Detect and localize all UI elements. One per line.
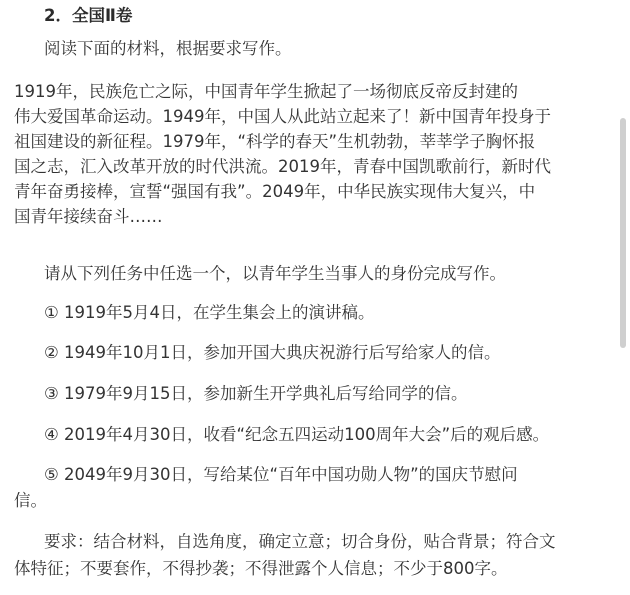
material-line: 国之志，汇入改革开放的时代洪流。2019年，青春中国凯歌前行，新时代 xyxy=(14,157,551,176)
requirements-line: 要求：结合材料，自选角度，确定立意；切合身份，贴合背景；符合文 xyxy=(44,532,556,551)
requirements-line: 体特征；不要套作，不得抄袭；不得泄露个人信息；不少于800字。 xyxy=(14,559,508,578)
task-option-5-continued: 信。 xyxy=(14,491,47,510)
material-line: 伟大爱国革命运动。1949年，中国人从此站立起来了！新中国青年投身于 xyxy=(14,107,551,126)
material-paragraph xyxy=(14,80,551,230)
intro-instruction: 阅读下面的材料，根据要求写作。 xyxy=(44,39,292,58)
task-option-4: ④ 2019年4月30日，收看“纪念五四运动100周年大会”后的观后感。 xyxy=(44,425,550,444)
task-option-2: ② 1949年10月1日，参加开国大典庆祝游行后写给家人的信。 xyxy=(44,343,501,362)
material-line: 青年奋勇接棒，宣誓“强国有我”。2049年，中华民族实现伟大复兴，中 xyxy=(14,182,536,201)
task-option-1: ① 1919年5月4日，在学生集会上的演讲稿。 xyxy=(44,303,375,322)
vertical-scrollbar[interactable] xyxy=(620,118,626,348)
material-line: 1919年，民族危亡之际，中国青年学生掀起了一场彻底反帝反封建的 xyxy=(14,82,518,101)
material-line: 国青年接续奋斗…… xyxy=(14,207,163,226)
task-option-5: ⑤ 2049年9月30日，写给某位“百年中国功勋人物”的国庆节慰问 xyxy=(44,465,518,484)
material-line: 祖国建设的新征程。1979年，“科学的春天”生机勃勃，莘莘学子胸怀报 xyxy=(14,132,536,151)
task-option-3: ③ 1979年9月15日，参加新生开学典礼后写给同学的信。 xyxy=(44,384,468,403)
task-prompt: 请从下列任务中任选一个，以青年学生当事人的身份完成写作。 xyxy=(44,264,506,283)
question-heading: 2．全国Ⅱ卷 xyxy=(44,6,133,25)
